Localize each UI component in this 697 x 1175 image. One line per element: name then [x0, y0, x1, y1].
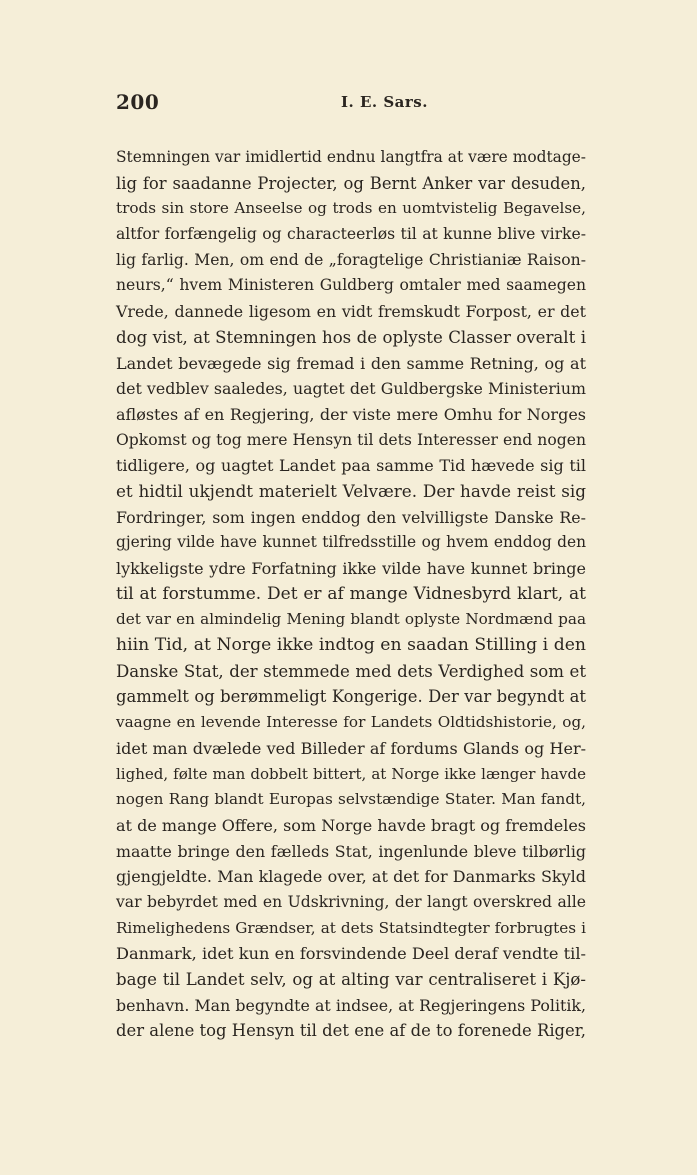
text-line: gammelt og berømmeligt Kongerige. Der var begyndt at — [116, 687, 586, 707]
text-line: var bebyrdet med en Udskrivning, der langt overskred alle — [116, 892, 586, 911]
text-line: gjengjeldte. Man klagede over, at det for Danmarks Skyld — [116, 867, 586, 887]
text-line: Danmark, idet kun en forsvindende Deel deraf vendte til- — [116, 944, 586, 964]
text-line: et hidtil ukjendt materielt Velvære. Der havde reist sig — [116, 480, 586, 501]
text-line: lig farlig. Men, om end de „foragtelige Christianiæ Raison- — [116, 250, 586, 269]
text-line: der alene tog Hensyn til det ene af de to forenede Riger, — [116, 1021, 586, 1041]
text-line: nogen Rang blandt Europas selvstændige Stater. Man fandt, — [116, 790, 586, 809]
text-line: bage til Landet selv, og at alting var centraliseret i Kjø- — [116, 970, 586, 989]
text-line: det vedblev saaledes, uagtet det Guldbergske Ministerium — [116, 379, 586, 399]
text-line: altfor forfængelig og characteerløs til at kunne blive virke- — [116, 225, 586, 244]
text-line: maatte bringe den fælleds Stat, ingenlunde bleve tilbørlig — [116, 841, 586, 861]
text-line: tidligere, og uagtet Landet paa samme Tid hævede sig til — [116, 456, 586, 476]
text-line: gjering vilde have kunnet tilfredsstille og hvem enddog den — [116, 533, 586, 552]
text-line: lig for saadanne Projecter, og Bernt Anker var desuden, — [116, 173, 586, 193]
text-line: at de mange Offere, som Norge havde bragt og fremdeles — [116, 815, 586, 835]
text-line: neurs,“ hvem Ministeren Guldberg omtaler med saamegen — [116, 276, 586, 295]
page-number: 200 — [116, 90, 160, 114]
text-line: Danske Stat, der stemmede med dets Verdighed som et — [116, 661, 586, 681]
text-line: hiin Tid, at Norge ikke indtog en saadan Stilling i den — [116, 635, 586, 656]
text-line: afløstes af en Regjering, der viste mere Omhu for Norges — [116, 404, 586, 424]
text-line: Rimelighedens Grændser, at dets Statsindtegter forbrugtes i — [116, 918, 586, 937]
text-line: lykkeligste ydre Forfatning ikke vilde have kunnet bringe — [116, 559, 586, 578]
text-line: til at forstumme. Det er af mange Vidnesbyrd klart, at — [116, 583, 586, 604]
text-line: det var en almindelig Mening blandt oplyste Nordmænd paa — [116, 610, 586, 629]
page-header — [116, 90, 586, 120]
text-line: dog vist, at Stemningen hos de oplyste Classer overalt i — [116, 327, 586, 347]
text-line: Opkomst og tog mere Hensyn til dets Interesser end nogen — [116, 430, 586, 449]
text-line: Stemningen var imidlertid endnu langtfra at være modtage- — [116, 148, 586, 166]
text-line: Landet bevægede sig fremad i den samme Retning, og at — [116, 353, 586, 373]
text-line: benhavn. Man begyndte at indsee, at Regjeringens Politik, — [116, 995, 586, 1015]
text-line: idet man dvælede ved Billeder af fordums Glands og Her- — [116, 738, 586, 758]
running-head: I. E. Sars. — [341, 93, 428, 111]
text-line: Vrede, dannede ligesom en vidt fremskudt Forpost, er det — [116, 302, 586, 322]
text-line: lighed, følte man dobbelt bittert, at Norge ikke længer havde — [116, 764, 586, 783]
text-line: trods sin store Anseelse og trods en uomtvistelig Begavelse, — [116, 199, 586, 218]
text-line: Fordringer, som ingen enddog den velvilligste Danske Re- — [116, 507, 586, 527]
body-paragraph — [116, 145, 586, 1044]
text-line: vaagne en levende Interesse for Landets Oldtidshistorie, og, — [116, 713, 586, 732]
